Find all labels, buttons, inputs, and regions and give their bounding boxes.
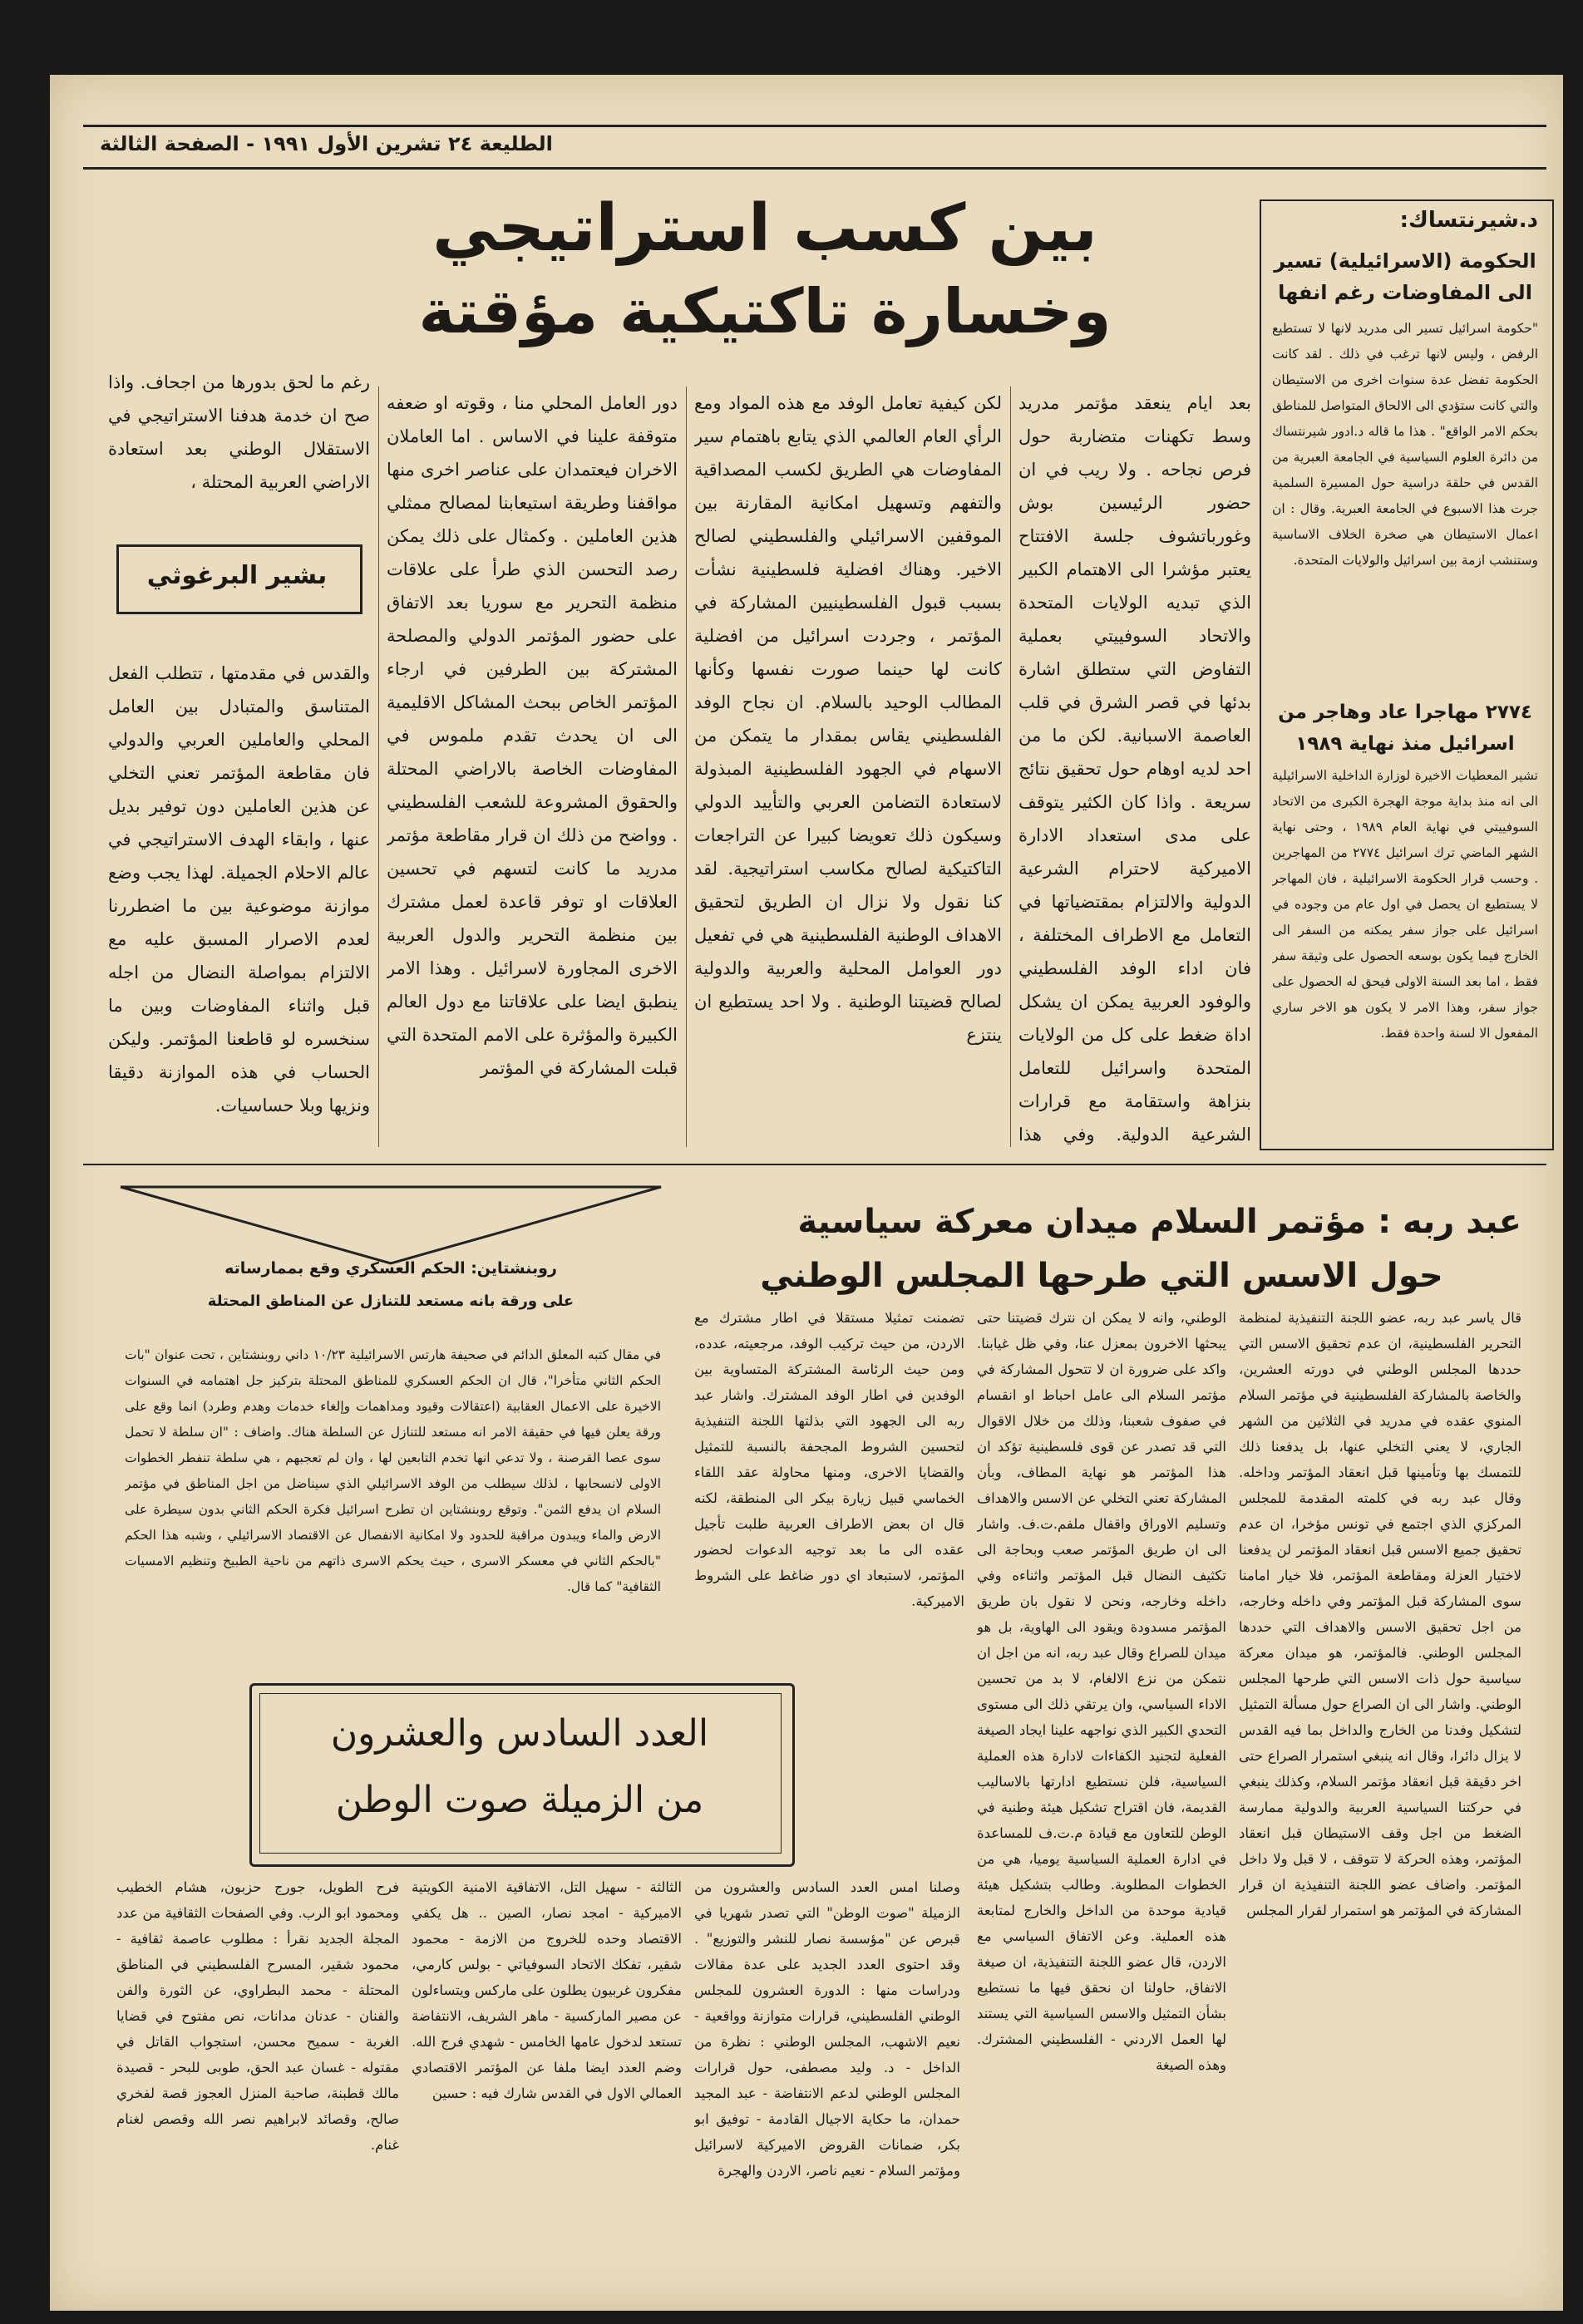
abed-rabbo-headline-line2: حول الاسس التي طرحها المجلس الوطني: [760, 1257, 1443, 1295]
main-article-col2: لكن كيفية تعامل الوفد مع هذه المواد ومع الرأي العام العالمي الذي يتابع باهتمام سير المفاوضات هي الطريق لكسب المصداقية والتفهم وتسهيل امكانية المقارنة بين الموقفين الاسرائيلي والفلسطيني لصالح الاخير. وهناك افضلية فلسطينية نشأت بسبب قبول الفلسطينيين المشاركة في المؤتمر ، وجردت اسرائيل من افضلية كانت لها حينما صورت نفسها وكأنها المطالب الوحيد بالسلام. ان نجاح الوفد الفلسطيني يقاس بمقدار ما يتمكن من الاسهام في الجهود الفلسطينية المبذولة لاستعادة التضامن العربي والتأييد الدولي وسيكون ذلك تعويضا كبيرا عن التراجعات التاكتيكية لصالح مكاسب استراتيجية. لقد كنا نقول ولا نزال ان الطريق لتحقيق الاهداف الوطنية الفلسطينية هي في تفعيل دور العوامل المحلية والعربية والدولية لصالح قضيتنا الوطنية . ولا احد يستطيع ان ينتزع: [694, 393, 1002, 1045]
sidebar-headline2: ٢٧٧٤ مهاجرا عاد وهاجر من اسرائيل منذ نهاية ١٩٨٩: [1278, 702, 1532, 755]
column-rule: [1010, 387, 1011, 1147]
issue-col1: وصلنا امس العدد السادس والعشرون من الزميلة "صوت الوطن" التي تصدر شهريا في قبرص عن "مؤسسة نصار للنشر والتوزيع" . وقد احتوى العدد الجديد على عدة مقالات ودراسات منها : الدورة العشرون للمجلس الوطني الفلسطيني، قرارات متوازنة وواقعية - نعيم الاشهب، المجلس الوطني : نظرة من الداخل - د. وليد مصطفى، حول قرارات المجلس الوطني لدعم الانتفاضة - عبد المجيد حمدان، ما حكاية الاجيال القادمة - توفيق ابو بكر، ضمانات القروض الاميركية لاسرائيل ومؤتمر السلام - نعيم ناصر، الاردن والهجرة: [694, 1879, 960, 2179]
section-divider: [83, 1164, 1546, 1165]
sidebar-headline: الحكومة (الاسرائيلية) تسير الى المفاوضات رغم انفها: [1274, 249, 1536, 304]
main-headline-line2: وخسارة تاكتيكية مؤقتة: [418, 276, 1112, 347]
rubinstein-headline-line1: روبنشتاين: الحكم العسكري وقع بممارساته: [224, 1259, 557, 1278]
page-folio: [83, 125, 1546, 170]
abed-rabbo-headline-line1: عبد ربه : مؤتمر السلام ميدان معركة سياسية: [797, 1203, 1521, 1241]
chevron-frame: [116, 1180, 665, 1272]
sidebar-body2: تشير المعطيات الاخيرة لوزارة الداخلية الاسرائيلية الى انه منذ بداية موجة الهجرة الكبرى من الاتحاد السوفييتي في نهاية العام ١٩٨٩ ، وحتى نهاية الشهر الماضي ترك اسرائيل ٢٧٧٤ من المهاجرين . وحسب قرار الحكومة الاسرائيلية ، فان المهاجر لا يستطيع ان يحصل في اول عام من وجوده في اسرائيل على جواز سفر يمكنه من السفر الى الخارج فيما يكون بوسعه الحصول على وثيقة سفر فقط ، اما بعد السنة الاولى فيحق له الحصول على جواز سفر، وهذا الامر لا يكون هو الاخر ساري المفعول الا لسنة واحدة فقط.: [1272, 768, 1538, 1041]
sidebar-body1: "حكومة اسرائيل تسير الى مدريد لانها لا تستطيع الرفض ، وليس لانها ترغب في ذلك . لقد كانت الحكومة تفضل عدة سنوات اخرى من الاستيطان والتي كانت ستؤدي الى الالحاق المتواصل للمناطق بحكم الامر الواقع" . هذا ما قاله د.ادور شيرنتساك من دائرة العلوم السياسية في الجامعة العبرية من القدس في حلقة دراسية حول المسيرة السلمية جرت هذا الاسبوع في الجامعة العبرية. وقال : ان اعمال الاستيطان هي صخرة الخلاف الاساسية وستنشب ازمة بين اسرائيل والولايات المتحدة.: [1272, 321, 1538, 568]
byline-author: بشير البرغوثي: [146, 561, 328, 590]
rubinstein-body: في مقال كتبه المعلق الدائم في صحيفة هارتس الاسرائيلية ١٠/٢٣ داني روبنشتاين ، تحت عنوان "بات الحكم الثاني متأخرا"، قال ان الحكم العسكري للمناطق المحتلة بتركيز جل اهتمامه في السنوات الاخيرة على الاعمال العقابية (اعتقالات وقيود ومداهمات وإلغاء خدمات وهدم وطرد) انما وقع على ورقة يعلن فيها في حقيقة الامر انه مستعد للتنازل عن السلطة هناك. واضاف : "ان سلطة لا تحمل سوى عصا القرصنة ، ولا تدعي انها تخدم التابعين لها ، وان لم تعجبهم ، هي سلطة تنفطر الخطوات الاولى لانسحابها ، لذلك سيطلب من الوفد الاسرائيلي الذي سيناضل من اجل المناطق في مؤتمر السلام ان يدفع الثمن". وتوقع روبنشتاين ان تطرح اسرائيل فكرة الحكم الثاني بدون سيطرة على الارض والماء ويبدون مراقبة للحدود ولا امكانية الانفصال عن الاقتصاد الاسرائيلي ، وشبه هذا الحكم "بالحكم الثاني في معسكر الاسرى ، حيث يحكم الاسرى ذاتهم من ناحية الطبيخ وتنظيم الامسيات الثقافية" كما قال.: [125, 1347, 661, 1594]
main-article-col3: دور العامل المحلي منا ، وقوته او ضعفه متوقفة علينا في الاساس . اما العاملان الاخران فيعتمدان على عناصر اخرى منها مواقفنا وطريقة استيعابنا لمصالح ممثلي هذين العاملين . وكمثال على ذلك يمكن رصد التحسن الذي طرأ على علاقات منظمة التحرير مع سوريا بعد الاتفاق على حضور المؤتمر الدولي والمصلحة المشتركة بين الطرفين في ارجاء المؤتمر الخاص ببحث المشاكل الاقليمية الى ان يحدث تقدم ملموس في المفاوضات الخاصة بالاراضي المحتلة والحقوق المشروعة للشعب الفلسطيني . وواضح من ذلك ان قرار مقاطعة مؤتمر مدريد ما كانت لتسهم في تحسين العلاقات او توفر قاعدة لعمل مشترك بين منظمة التحرير والدول العربية الاخرى المجاورة لاسرائيل . وهذا الامر ينطبق ايضا على علاقاتنا مع دول العالم الكبيرة والمؤثرة على الامم المتحدة التي قبلت المشاركة في المؤتمر: [387, 393, 678, 1078]
main-article-col4-bottom: والقدس في مقدمتها ، تتطلب الفعل المتناسق والمتبادل بين العامل المحلي والعاملين العربي والدولي فان مقاطعة المؤتمر تعني التخلي عن هذين العاملين دون توفير بديل عنها ، وابقاء الهدف الاستراتيجي في عالم الاحلام الجميلة. لهذا يجب وضع موازنة موضوعية بين ما اضطررنا لعدم الاصرار المسبق عليه مع الالتزام بمواصلة النضال من اجله قبل واثناء المفاوضات وبين ما سنخسره لو قاطعنا المؤتمر. وليكن الحساب في هذه الموازنة دقيقا ونزيها وبلا حساسيات.: [108, 663, 370, 1115]
abed-rabbo-col1: قال ياسر عبد ربه، عضو اللجنة التنفيذية لمنظمة التحرير الفلسطينية، ان عدم تحقيق الاسس التي حددها المجلس الوطني في دورته العشرين، والخاصة بالمشاركة الفلسطينية في مؤتمر السلام المنوي عقده في مدريد في الثلاثين من الشهر الجاري، لا يعني التخلي عنها، بل يدفعنا ذلك للتمسك بها وتأمينها قبل انعقاد المؤتمر وداخله. وقال عبد ربه في كلمته المقدمة للمجلس المركزي الذي اجتمع في تونس مؤخرا، ان عدم تحقيق جميع الاسس قبل انعقاد المؤتمر لن يدفعنا لاختيار العزلة ومقاطعة المؤتمر، فلا خيار امامنا سوى المشاركة قبل المؤتمر وفي داخله وخارجه، من اجل تحقيق الاسس والاهداف التي حددها المجلس الوطني. فالمؤتمر، هو ميدان معركة سياسية حول ذات الاسس التي طرحها المجلس الوطني. واشار الى ان الصراع حول مسألة التمثيل لتشكيل وفدنا من الخارج والداخل بما فيه القدس لا يزال دائرا، وقال انه ينبغي استمرار الصراع حتى اخر دقيقة قبل انعقاد مؤتمر السلام، وكذلك ينبغي في حركتنا السياسية العربية والدولية ممارسة الضغط من اجل وقف الاستيطان قبل انعقاد المؤتمر، وهذه الحركة لا تتوقف ، لا قبل ولا داخل المؤتمر. واضاف عضو اللجنة التنفيذية ان قرار المشاركة في المؤتمر هو استمرار لقرار المجلس: [1239, 1310, 1521, 1918]
main-headline-line1: بين كسب استراتيجي: [432, 191, 1097, 266]
sidebar-kicker: د.شيرنتساك:: [1399, 208, 1538, 233]
issue-col3: فرح الطويل، جورج حزبون، هشام الخطيب ومحمود ابو الرب. وفي الصفحات الثقافية من عدد المجلة الجديد نقرأ : مطلوب عاصمة ثقافية - محمود شقير، المسرح الفلسطيني في المناطق المحتلة - محمد البطراوي، عن الثورة والفن والفنان - عدنان مدانات، نص مفتوح في قضايا الغربة - سميح محسن، استجواب القاتل في مقتوله - غسان عبد الحق، طوبى للبحر - قصيدة مالك قطبنة، صاحبة المنزل العجوز قصة لفخري صالح، وقصائد لابراهيم نصر الله وقصص لغنام غنام.: [116, 1879, 399, 2153]
rubinstein-headline-line2: على ورقة بانه مستعد للتنازل عن المناطق المحتلة: [207, 1292, 575, 1310]
issue-col2: الثالثة - سهيل التل، الاتفاقية الامنية الكويتية الاميركية - امجد نصار، الصين .. هل يكفي الاقتصاد وحده للخروج من الازمة - محمود شقير، تفكك الاتحاد السوفياتي - بولس كارمي، مفكرون غربيون يطلون على ماركس ويتساءلون عن مصير الماركسية - ماهر الشريف، الانتفاضة تستعد لدخول عامها الخامس - شهدي فرج الله. وضم العدد ايضا ملفا عن المؤتمر الاقتصادي العمالي الاول في القدس شارك فيه : حسين: [412, 1879, 682, 2101]
folio-text: الطليعة ٢٤ تشرين الأول ١٩٩١ - الصفحة الثالثة: [100, 132, 553, 155]
column-rule: [378, 387, 379, 1147]
main-article-col1: بعد ايام ينعقد مؤتمر مدريد وسط تكهنات متضاربة حول فرص نجاحه . ولا ريب في ان حضور الرئيسين بوش وغورباتشوف جلسة الافتتاح يعتبر مؤشرا الى الاهتمام الكبير الذي تبديه الولايات المتحدة والاتحاد السوفييتي بعملية التفاوض التي ستطلق اشارة بدئها في قصر الشرق في قلب العاصمة الاسبانية. لكن ما من احد لديه اوهام حول تحقيق نتائج سريعة . واذا كان الكثير يتوقف على مدى استعداد الادارة الاميركية لاحترام الشرعية الدولية والالتزام بمقتضياتها في التعامل مع الاطراف المختلفة ، فان اداء الوفد الفلسطيني والوفود العربية يمكن ان يشكل اداة ضغط على كل من الولايات المتحدة واسرائيل للتعامل بنزاهة واستقامة مع قرارات الشرعية الدولية. وفي هذا: [1018, 393, 1251, 1145]
abed-rabbo-col3: تضمنت تمثيلا مستقلا في اطار مشترك مع الاردن، من حيث تركيب الوفد، مرجعيته، عدده، ومن حيث الرئاسة المشتركة المتساوية بين الوفدين في اطار الوفد المشترك. واشار عبد ربه الى الجهود التي بذلتها اللجنة التنفيذية لتحسين الشروط المجحفة بالنسبة للتمثيل والقضايا الاخرى، ومنها محاولة عقد اللقاء الخماسي قبيل زيارة بيكر الى المنطقة، لكنه قال ان بعض الاطراف العربية طلبت تأجيل عقده الى ما بعد توجيه الدعوات لحضور المؤتمر، لاستبعاد اي دور ضاغط على الشروط الاميركية.: [694, 1310, 964, 1609]
main-article-col4-top: رغم ما لحق بدورها من اجحاف. واذا صح ان خدمة هدفنا الاستراتيجي في الاستقلال الوطني بعد استعادة الاراضي العربية المحتلة ،: [108, 372, 370, 492]
abed-rabbo-col2: الوطني، وانه لا يمكن ان نترك قضيتنا حتى يبحثها الاخرون بمعزل عنا، وفي ظل غيابنا. واكد على ضرورة ان لا تتحول المشاركة في مؤتمر السلام الى عامل احباط او انقسام في صفوف شعبنا، وذلك من خلال الاقوال التي قد تصدر عن قوى فلسطينية تؤكد ان هذا المؤتمر هو نهاية المطاف، وبأن المشاركة تعني التخلي عن الاسس والاهداف وتسليم الاوراق واقفال ملفم.ت.ف. واشار الى ان طريق المؤتمر صعب وبحاجة الى تكثيف النضال قبل المؤتمر واثناءه وفي داخله وخارجه، ونحن لا نقول بان طريق المؤتمر مسدودة ويقود الى الهاوية، بل هو ميدان للصراع وقال عبد ربه، انه من اجل ان نتمكن من نزع الالغام، لا بد من تحسين الاداء السياسي، وان يرتقي ذلك الى مستوى التحدي الكبير الذي نواجهه علينا ايجاد الصيغة الفعلية لتجنيد الكفاءات لادارة هذه العملية السياسية، فلن نستطيع ادارتها بالاساليب القديمة، فان اقتراح تشكيل هيئة وطنية في الوطن للتعاون مع قيادة م.ت.ف للمساعدة في ادارة العملية السياسية يوميا، هي من الخطوات المطلوبة. وطالب بتشكيل هيئة قيادية موحدة من الداخل والخارج لمتابعة هذه العملية. وعن الاتفاق السياسي مع الاردن، قال عضو اللجنة التنفيذية، ان صيغة الاتفاق، حاولنا ان نحقق فيها ما نستطيع بشأن التمثيل والاسس السياسية التي يستند لها العمل الاردني - الفلسطيني المشترك. وهذه الصيغة: [977, 1310, 1226, 2073]
issue-title-line2: من الزميلة صوت الوطن: [335, 1779, 704, 1821]
issue-title-line1: العدد السادس والعشرون: [330, 1712, 709, 1755]
column-rule: [686, 387, 687, 1147]
